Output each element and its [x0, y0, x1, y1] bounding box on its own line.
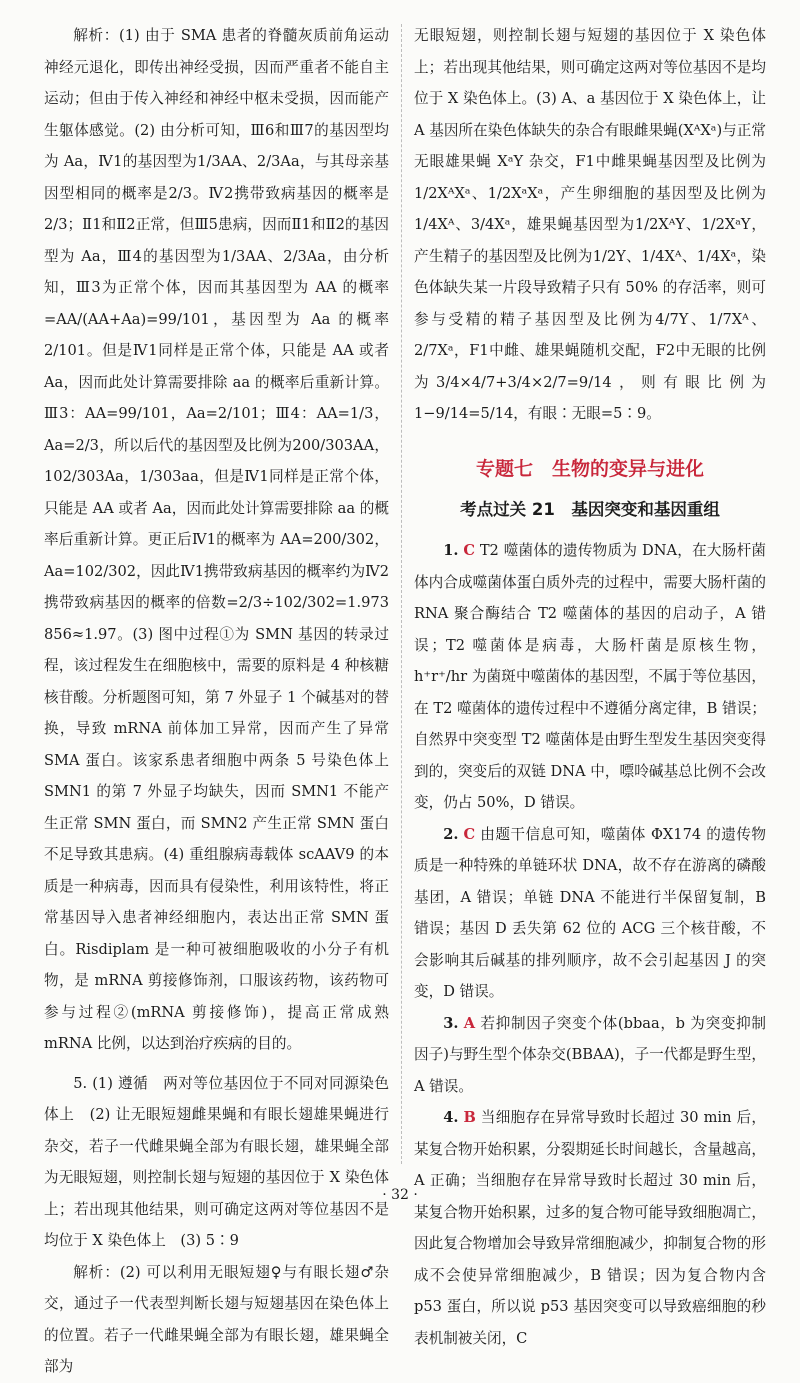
- analysis-paragraph-1: 解析：(1) 由于 SMA 患者的脊髓灰质前角运动神经元退化，即传出神经受损，因而严重者不能自主运动；但由于传入神经和神经中枢未受损，因而能产生躯体感觉。(2) 由分析可知，Ⅲ6和Ⅲ7的基因型均为 Aa，Ⅳ1的基因型为1/3AA、2/3Aa，与其母亲基因型相同的概率是2/3。Ⅳ2携带致病基因的概率是2/3；Ⅱ1和Ⅱ2正常，但Ⅲ5患病，因而Ⅱ1和Ⅱ2的基因型为 Aa，Ⅲ4的基因型为1/3AA、2/3Aa，由分析知，Ⅲ3为正常个体，因而其基因型为 AA 的概率=AA/(AA+Aa)=99/101，基因型为 Aa 的概率2/101。但是Ⅳ1同样是正常个体，只能是 AA 或者 Aa，因而此处计算需要排除 aa 的概率后重新计算。Ⅲ3：AA=99/101，Aa=2/101；Ⅲ4：AA=1/3，Aa=2/3，所以后代的基因型及比例为200/303AA，102/303Aa，1/303aa，但是Ⅳ1同样是正常个体，只能是 AA 或者 Aa，因而此处计算需要排除 aa 的概率后重新计算。更正后Ⅳ1的概率为 AA=200/302，Aa=102/302，因此Ⅳ1携带致病基因的概率约为Ⅳ2携带致病基因的概率的倍数=2/3÷102/302=1.973 856≈1.97。(3) 图中过程①为 SMN 基因的转录过程，该过程发生在细胞核中，需要的原料是 4 种核糖核苷酸。分析题图可知，第 7 外显子 1 个碱基对的替换，导致 mRNA 前体加工异常，因而产生了异常 SMA 蛋白。该家系患者细胞中两条 5 号染色体上 SMN1 的第 7 外显子均缺失，因而 SMN1 不能产生正常 SMN 蛋白，而 SMN2 产生正常 SMN 蛋白不足导致其患病。(4) 重组腺病毒载体 scAAV9 的本质是一种病毒，因而具有侵染性，利用该特性，将正常基因导入患者神经细胞内，表达出正常 SMN 蛋白。Risdiplam 是一种可被细胞吸收的小分子有机物，是 mRNA 剪接修饰剂，口服该药物，该药物可参与过程②(mRNA 剪接修饰)，提高正常成熟 mRNA 比例，以达到治疗疾病的目的。: [44, 27, 389, 1052]
- answer-item-4: [414, 1102, 766, 1354]
- answer-text: 若抑制因子突变个体(bbaa，b 为突变抑制因子)与野生型个体杂交(BBAA)，子一代都是野生型，A 错误。: [414, 1014, 767, 1095]
- left-column: [44, 20, 389, 1383]
- answer-number: 2.: [443, 825, 459, 843]
- answer-item-1: [414, 535, 766, 819]
- answer-text: 当细胞存在异常导致时长超过 30 min 后，某复合物开始积累，分裂期延长时间越长，含量越高，A 正确；当细胞存在异常导致时长超过 30 min 后，某复合物开始积累，过多的复合物可能导致细胞凋亡，因此复合物增加会导致异常细胞减少，抑制复合物的形成不会使异常细胞减少，B 错误；因为复合物内含 p53 蛋白，所以说 p53 基因突变可以导致癌细胞的秒表机制被关闭，C: [414, 1109, 767, 1347]
- answer-key: A: [463, 1014, 476, 1032]
- page-number: · 32 ·: [382, 1187, 418, 1203]
- answer-key: C: [463, 542, 475, 559]
- answer-number: 4.: [443, 1109, 459, 1126]
- chapter-title: 专题七 生物的变异与进化: [475, 457, 704, 480]
- section-title: 考点过关 21 基因突变和基因重组: [460, 499, 720, 519]
- answer-item-2: [414, 819, 766, 1008]
- answer-number: 3.: [443, 1014, 459, 1032]
- answer-item-3: [414, 1008, 766, 1103]
- right-column: [414, 20, 766, 1354]
- answer-key: B: [463, 1109, 476, 1126]
- answer-text: T2 噬菌体的遗传物质为 DNA，在大肠杆菌体内合成噬菌体蛋白质外壳的过程中，需要大肠杆菌的 RNA 聚合酶结合 T2 噬菌体的基因的启动子，A 错误；T2 噬菌体是病毒，大肠杆菌是原核生物，h⁺r⁺/hr 为菌斑中噬菌体的基因型，不属于等位基因，在 T2 噬菌体的遗传过程中不遵循分离定律，B 错误；自然界中突变型 T2 噬菌体是由野生型发生基因突变得到的，突变后的双链 DNA 中，嘌呤碱基总比例不会改变，仍占 50%，D 错误。: [414, 542, 766, 811]
- answer-number: 1.: [443, 542, 459, 559]
- column-divider: [401, 24, 402, 1164]
- continuation-paragraph: 无眼短翅，则控制长翅与短翅的基因位于 X 染色体上；若出现其他结果，则可确定这两对等位基因不是均位于 X 染色体上。(3) A、a 基因位于 X 染色体上，让 A 基因所在染色体缺失的杂合有眼雌果蝇(XᴬXᵃ)与正常无眼雄果蝇 XᵃY 杂交，F1中雌果蝇基因型及比例为1/2XᴬXᵃ、1/2XᵃXᵃ，产生卵细胞的基因型及比例为1/4Xᴬ、3/4Xᵃ，雄果蝇基因型为1/2XᴬY、1/2XᵃY，产生精子的基因型及比例为1/2Y、1/4Xᴬ、1/4Xᵃ，染色体缺失某一片段导致精子只有 50% 的存活率，则可参与受精的精子基因型及比例为4/7Y、1/7Xᴬ、2/7Xᵃ，F1中雌、雄果蝇随机交配，F2中无眼的比例为3/4×4/7+3/4×2/7=9/14，则有眼比例为1−9/14=5/14，有眼∶无眼=5∶9。: [414, 27, 766, 422]
- answer-5-paragraph: 5. (1) 遵循 两对等位基因位于不同对同源染色体上 (2) 让无眼短翅雌果蝇和有眼长翅雄果蝇进行杂交，若子一代雌果蝇全部为有眼长翅，雄果蝇全部为无眼短翅，则控制长翅与短翅的基因位于 X 染色体上；若出现其他结果，则可确定这两对等位基因不是均位于 X 染色体上 (3) 5∶9: [44, 1074, 389, 1249]
- answer-text: 由题干信息可知，噬菌体 ΦX174 的遗传物质是一种特殊的单链环状 DNA，故不存在游离的磷酸基团，A 错误；单链 DNA 不能进行半保留复制，B 错误；基因 D 丢失第 62 位的 ACG 三个核苷酸，不会影响其后碱基的排列顺序，故不会引起基因 J 的突变，D 错误。: [414, 825, 767, 1000]
- analysis-paragraph-5: 解析：(2) 可以利用无眼短翅♀与有眼长翅♂杂交，通过子一代表型判断长翅与短翅基因在染色体上的位置。若子一代雌果蝇全部为有眼长翅，雄果蝇全部为: [44, 1263, 389, 1375]
- answer-key: C: [463, 825, 476, 843]
